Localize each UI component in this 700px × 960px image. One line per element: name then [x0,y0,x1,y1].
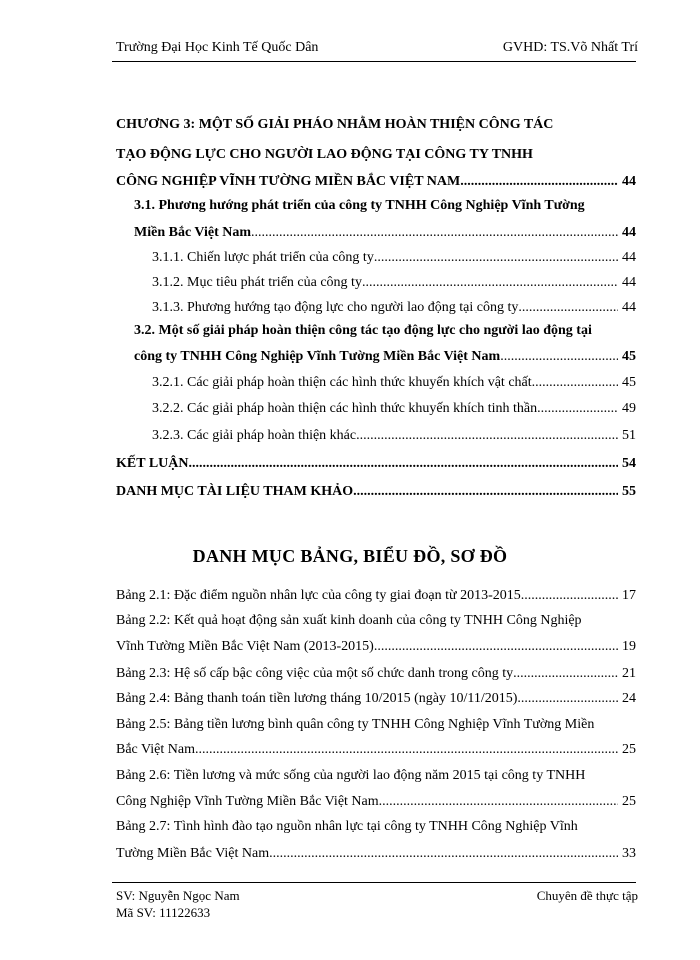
table-page-number: 21 [622,666,636,681]
toc-s323[interactable] [152,427,636,445]
page-header [116,40,638,56]
footer-student: SV: Nguyễn Ngọc Nam [116,888,240,903]
table-page-number: 33 [622,846,636,861]
dot-leader [537,400,618,418]
table-entry-2-5-line1: Bảng 2.5: Bảng tiền lương bình quân công ty TNHH Công Nghiệp Vĩnh Tường Miền [116,717,595,732]
header-rule [112,61,636,62]
table-entry-2-2-line1: Bảng 2.2: Kết quả hoạt động sản xuất kinh doanh của công ty TNHH Công Nghiệp [116,613,582,628]
header-school: Trường Đại Học Kinh Tế Quốc Dân [116,40,319,55]
table-entry-text: Công Nghiệp Vĩnh Tường Miền Bắc Việt Nam [116,794,379,809]
toc-s312[interactable] [152,274,636,292]
table-entry-text: Tường Miền Bắc Việt Nam. [116,846,273,861]
dot-leader [188,455,618,473]
dot-leader [379,793,618,811]
dot-leader [356,427,618,445]
toc-entry-text: 3.1.2. Mục tiêu phát triển của công ty [152,275,362,290]
toc-page-number: 44 [622,275,636,290]
table-entry-2-2[interactable] [116,638,636,656]
toc-page-number: 44 [622,250,636,265]
table-entry-text: Bảng 2.4: Bảng thanh toán tiền lương tháng 10/2015 (ngày 10/11/2015) [116,691,518,706]
toc-page-number: 49 [622,401,636,416]
toc-entry-text: 3.2.3. Các giải pháp hoàn thiện khác [152,428,357,443]
table-page-number: 17 [622,588,636,603]
table-entry-2-6-line1: Bảng 2.6: Tiền lương và mức sống của người lao động năm 2015 tại công ty TNHH [116,768,586,783]
toc-page-number: 44 [622,174,636,189]
dot-leader [500,348,618,366]
toc-s31-line1: 3.1. Phương hướng phát triển của công ty TNHH Công Nghiệp Vĩnh Tường [134,198,585,213]
toc-s32-line2: công ty TNHH Công Nghiệp Vĩnh Tường Miền Bắc Việt Nam [134,349,501,364]
toc-s32-entry[interactable] [134,348,636,366]
dot-leader [374,638,618,656]
table-entry-2-5[interactable] [116,741,636,759]
table-page-number: 24 [622,691,636,706]
footer-subject: Chuyên đề thực tập [536,888,638,903]
table-entry-text: Bắc Việt Nam. [116,742,199,757]
table-entry-2-3[interactable] [116,665,636,683]
dot-leader [353,483,618,501]
toc-tailieu[interactable] [116,483,636,501]
toc-page-number: 44 [622,300,636,315]
table-page-number: 25 [622,742,636,757]
toc-entry-text: 3.1.1. Chiến lược phát triển của công ty [152,250,374,265]
tables-list-title: DANH MỤC BẢNG, BIỂU ĐỒ, SƠ ĐỒ [192,546,508,566]
footer-rule [112,882,636,883]
footer-student-id: Mã SV: 11122633 [116,905,211,920]
toc-entry-text: 3.1.3. Phương hướng tạo động lực cho người lao động tại công ty [152,300,519,315]
toc-chapter3-line3: CÔNG NGHIỆP VĨNH TƯỜNG MIỀN BẮC VIỆT NAM. [116,174,464,189]
dot-leader [251,224,618,242]
table-entry-2-7[interactable] [116,845,636,863]
dot-leader [362,274,618,292]
dot-leader [374,249,618,267]
toc-s321[interactable] [152,374,636,392]
toc-s322[interactable] [152,400,636,418]
toc-entry-text: DANH MỤC TÀI LIỆU THAM KHẢO [116,484,354,499]
dot-leader [521,587,618,605]
dot-leader [273,845,618,863]
dot-leader [464,173,618,191]
toc-page-number: 54 [622,456,636,471]
toc-chapter3-line1: CHƯƠNG 3: MỘT SỐ GIẢI PHÁO NHẰM HOÀN THIỆN CÔNG TÁC [116,117,554,132]
table-page-number: 25 [622,794,636,809]
toc-s31-entry[interactable] [134,224,636,242]
table-entry-text: Bảng 2.1: Đặc điểm nguồn nhân lực của công ty giai đoạn từ 2013-2015 [116,588,521,603]
toc-page-number: 44 [622,225,636,240]
table-entry-2-7-line1: Bảng 2.7: Tình hình đào tạo nguồn nhân lực tại công ty TNHH Công Nghiệp Vĩnh [116,819,578,834]
toc-page-number: 51 [622,428,636,443]
dot-leader [199,741,619,759]
toc-entry-text: 3.2.2. Các giải pháp hoàn thiện các hình thức khuyến khích tinh thần [152,401,538,416]
toc-s31-line2: Miền Bắc Việt Nam [134,225,252,240]
toc-entry-text: 3.2.1. Các giải pháp hoàn thiện các hình thức khuyến khích vật chất [152,375,532,390]
table-entry-2-4[interactable] [116,690,636,708]
toc-ketluan[interactable] [116,455,636,473]
toc-page-number: 45 [622,375,636,390]
table-entry-2-6[interactable] [116,793,636,811]
dot-leader [518,299,618,317]
toc-chapter3-line2: TẠO ĐỘNG LỰC CHO NGƯỜI LAO ĐỘNG TẠI CÔNG TY TNHH [116,147,533,162]
table-entry-text: Vĩnh Tường Miền Bắc Việt Nam (2013-2015) [116,639,374,654]
table-page-number: 19 [622,639,636,654]
toc-page-number: 55 [622,484,636,499]
dot-leader [513,665,618,683]
page-footer [116,888,638,904]
table-entry-text: Bảng 2.3: Hệ số cấp bậc công việc của một số chức danh trong công ty [116,666,514,681]
header-advisor: GVHD: TS.Võ Nhất Trí [502,40,638,55]
toc-s32-line1: 3.2. Một số giải pháp hoàn thiện công tác tạo động lực cho người lao động tại [134,323,592,338]
dot-leader [517,690,618,708]
toc-page-number: 45 [622,349,636,364]
toc-s313[interactable] [152,299,636,317]
toc-s311[interactable] [152,249,636,267]
dot-leader [532,374,618,392]
table-entry-2-1[interactable] [116,587,636,605]
toc-entry-text: KẾT LUẬN [116,456,189,471]
toc-chapter3-entry[interactable] [116,173,636,191]
